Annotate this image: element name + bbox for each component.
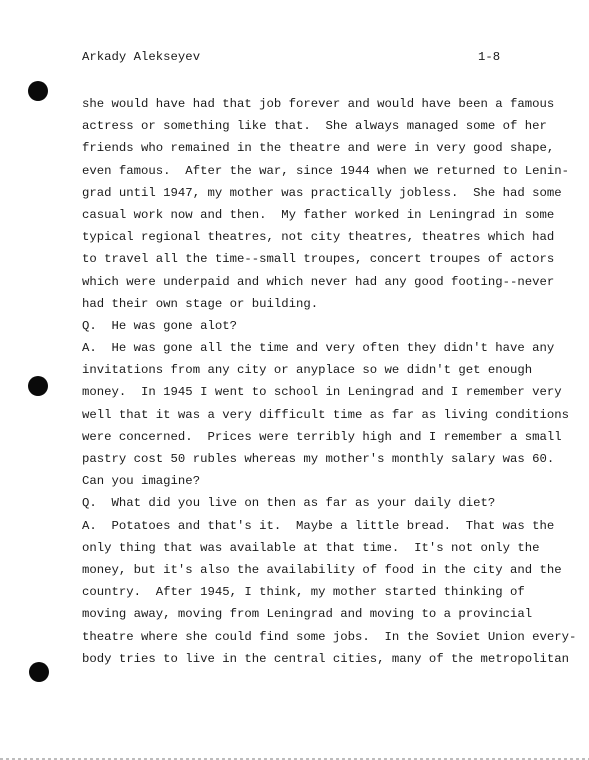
text-line: country. After 1945, I think, my mother started thinking of bbox=[82, 585, 525, 600]
transcript-body bbox=[82, 93, 577, 670]
header-name: Arkady Alekseyev bbox=[82, 50, 201, 64]
text-line: were concerned. Prices were terribly high and I remember a small bbox=[82, 429, 562, 444]
text-line: friends who remained in the theatre and were in very good shape, bbox=[82, 141, 555, 156]
question-line: Q. He was gone alot? bbox=[82, 318, 237, 333]
text-line: typical regional theatres, not city theatres, theatres which had bbox=[82, 230, 555, 245]
text-line: body tries to live in the central cities, many of the metropolitan bbox=[82, 651, 570, 666]
question-line: Q. What did you live on then as far as your daily diet? bbox=[82, 496, 496, 511]
answer-line: A. Potatoes and that's it. Maybe a little bread. That was the bbox=[82, 518, 555, 533]
punch-hole-bottom bbox=[29, 662, 49, 682]
text-line: she would have had that job forever and would have been a famous bbox=[82, 97, 555, 111]
answer-line: A. He was gone all the time and very often they didn't have any bbox=[82, 341, 555, 356]
text-line: money. In 1945 I went to school in Leningrad and I remember very bbox=[82, 385, 562, 400]
text-line: actress or something like that. She always managed some of her bbox=[82, 119, 547, 134]
text-line: which were underpaid and which never had any good footing--never bbox=[82, 274, 555, 289]
text-line: grad until 1947, my mother was practically jobless. She had some bbox=[82, 185, 562, 200]
text-line: money, but it's also the availability of food in the city and the bbox=[82, 562, 562, 577]
text-line: moving away, moving from Leningrad and moving to a provincial bbox=[82, 607, 533, 622]
punch-hole-top bbox=[28, 81, 48, 101]
page-number: 1-8 bbox=[478, 50, 501, 64]
punch-hole-middle bbox=[28, 376, 48, 396]
text-line: even famous. After the war, since 1944 when we returned to Lenin- bbox=[82, 163, 570, 178]
text-line: had their own stage or building. bbox=[82, 296, 319, 311]
text-line: invitations from any city or anyplace so we didn't get enough bbox=[82, 363, 533, 378]
text-line: Can you imagine? bbox=[82, 474, 201, 489]
text-line: casual work now and then. My father worked in Leningrad in some bbox=[82, 207, 555, 222]
text-line: well that it was a very difficult time as far as living conditions bbox=[82, 407, 570, 422]
text-line: theatre where she could find some jobs. In the Soviet Union every- bbox=[82, 629, 577, 644]
text-line: only thing that was available at that time. It's not only the bbox=[82, 540, 540, 555]
text-line: to travel all the time--small troupes, concert troupes of actors bbox=[82, 252, 555, 267]
text-line: pastry cost 50 rubles whereas my mother's monthly salary was 60. bbox=[82, 452, 555, 466]
